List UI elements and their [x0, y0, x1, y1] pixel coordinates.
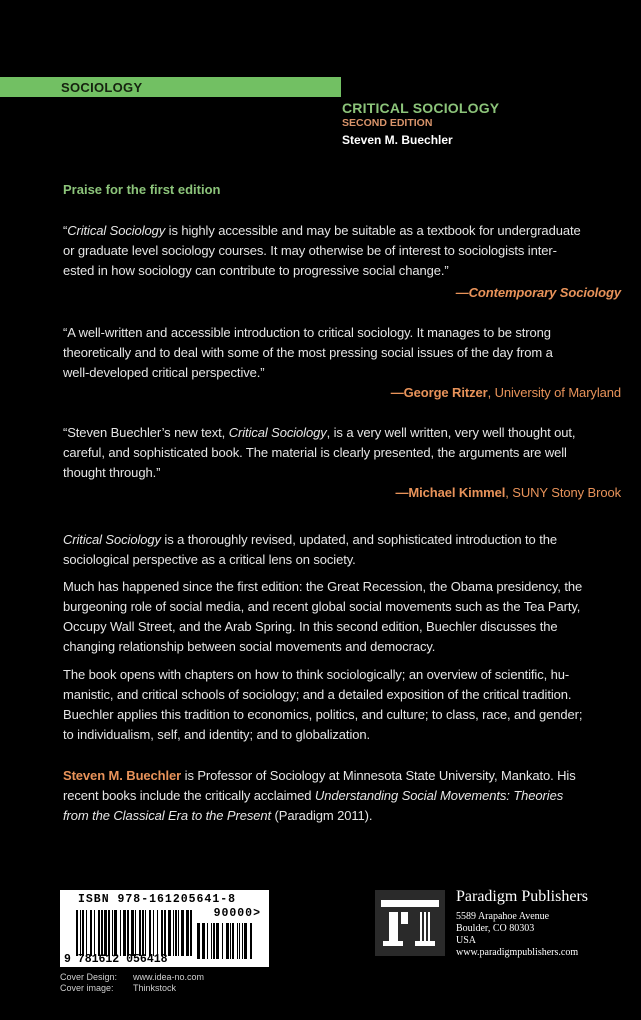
- text-segment: burgeoning role of social media, and recent global social movements such as the Tea Party,: [63, 599, 581, 614]
- barcode-bar: [213, 923, 215, 959]
- text-segment: manistic, and critical schools of sociology; and a detailed exposition of the critical tradition.: [63, 687, 572, 702]
- text-line: [63, 241, 621, 261]
- barcode-bar: [222, 923, 223, 959]
- barcode-bar: [237, 923, 238, 959]
- text-segment: ested in how sociology can contribute to progressive social change.”: [63, 263, 449, 278]
- barcode-bar: [120, 910, 121, 956]
- text-paragraph: [63, 766, 621, 826]
- text-line: [63, 483, 621, 503]
- text-segment: The book opens with chapters on how to think sociologically; an overview of scientific, hu-: [63, 667, 570, 682]
- isbn-text: ISBN 978-161205641-8: [78, 893, 237, 906]
- credit-label: Cover image:: [60, 983, 114, 993]
- barcode-bar: [186, 910, 189, 956]
- barcode-bar: [181, 910, 184, 956]
- barcode-bar: [242, 923, 243, 959]
- text-segment: (Paradigm 2011).: [271, 808, 373, 823]
- barcode-bar: [173, 910, 174, 956]
- text-line: [63, 383, 621, 403]
- barcode-bar: [230, 923, 231, 959]
- barcode-bar: [197, 923, 200, 959]
- text-segment: is a thoroughly revised, updated, and sophisticated introduction to the: [160, 532, 557, 547]
- text-line: [63, 363, 621, 383]
- barcode-bar: [250, 923, 252, 959]
- barcode-bar: [232, 923, 234, 959]
- barcode-bar: [131, 910, 134, 956]
- publisher-address-line: Boulder, CO 80303: [456, 923, 535, 934]
- barcode-bar: [112, 910, 113, 956]
- quote-attribution: [63, 483, 621, 503]
- text-segment: Buechler applies this tradition to economics, politics, and culture; to class, race, and gender;: [63, 707, 583, 722]
- text-segment: , is a very well written, very well thought out,: [326, 425, 576, 440]
- text-paragraph: [63, 577, 621, 657]
- text-segment: , University of Maryland: [487, 385, 621, 400]
- publisher-name: Paradigm Publishers: [456, 888, 588, 905]
- category-band: [0, 77, 341, 97]
- text-paragraph: [63, 665, 621, 745]
- barcode-bar: [108, 910, 110, 956]
- text-segment: from the Classical Era to the Present: [63, 808, 272, 823]
- text-line: [63, 550, 621, 570]
- text-segment: Critical Sociology: [67, 223, 166, 238]
- text-segment: Steven M. Buechler: [63, 768, 182, 783]
- text-segment: “: [63, 223, 68, 238]
- text-line: [63, 766, 621, 786]
- barcode-bar: [211, 923, 212, 959]
- barcode-bar: [86, 910, 87, 956]
- text-line: [63, 261, 621, 281]
- barcode-bar: [76, 910, 78, 956]
- text-line: [63, 323, 621, 343]
- publisher-address-line: 5589 Arapahoe Avenue: [456, 911, 550, 922]
- text-segment: Occupy Wall Street, and the Arab Spring. In this second edition, Buechler discusses the: [63, 619, 558, 634]
- text-line: [63, 685, 621, 705]
- text-segment: is highly accessible and may be suitable as a textbook for undergraduate: [165, 223, 581, 238]
- text-paragraph: [63, 530, 621, 570]
- text-line: [63, 343, 621, 363]
- credit-row: [60, 983, 176, 993]
- text-segment: “A well-written and accessible introduction to critical sociology. It manages to be strong: [63, 325, 551, 340]
- text-segment: Critical Sociology: [63, 532, 161, 547]
- text-segment: to individualism, self, and identity; and to globalization.: [63, 727, 371, 742]
- ean-digits: 9 781612 056418: [64, 953, 168, 966]
- category-label: SOCIOLOGY: [61, 80, 143, 95]
- barcode-bar: [226, 923, 229, 959]
- text-segment: recent books include the critically acclaimed: [63, 788, 315, 803]
- text-segment: sociological perspective as a critical lens on society.: [63, 552, 356, 567]
- publisher-website: www.paradigmpublishers.com: [456, 947, 579, 958]
- text-segment: Much has happened since the first edition: the Great Recession, the Obama presidency, the: [63, 579, 583, 594]
- text-segment: —George Ritzer: [390, 385, 488, 400]
- barcode-bar: [98, 910, 100, 956]
- barcode-bar: [139, 910, 141, 956]
- barcode-bar: [149, 910, 151, 956]
- barcode-bar: [157, 910, 158, 956]
- barcode-bar: [153, 910, 154, 956]
- text-line: [63, 637, 621, 657]
- text-paragraph: [63, 423, 621, 483]
- text-segment: well-developed critical perspective.”: [63, 365, 265, 380]
- text-segment: theoretically and to deal with some of the most pressing social issues of the day from a: [63, 345, 553, 360]
- barcode-bar: [104, 910, 107, 956]
- text-line: [63, 530, 621, 550]
- edition-label: SECOND EDITION: [342, 117, 433, 129]
- barcode-bar: [127, 910, 129, 956]
- publisher-address-line: USA: [456, 935, 477, 946]
- credit-value: Thinkstock: [133, 983, 177, 993]
- barcode-bar: [168, 910, 171, 956]
- text-segment: careful, and sophisticated book. The material is clearly presented, the arguments are well: [63, 445, 567, 460]
- quote-attribution: [63, 383, 621, 403]
- isbn-barcode: [60, 890, 269, 967]
- barcode-bar: [94, 910, 95, 956]
- barcode-bar: [114, 910, 117, 956]
- barcode-bar: [135, 910, 136, 956]
- barcode-bar: [82, 910, 84, 956]
- text-line: [63, 443, 621, 463]
- text-line: [63, 665, 621, 685]
- text-paragraph: [63, 221, 621, 281]
- barcode-bar: [207, 923, 208, 959]
- quote-attribution: [63, 283, 621, 303]
- barcode-addon-bars: [197, 923, 260, 963]
- barcode-bar: [178, 910, 179, 956]
- text-segment: changing relationship between social movements and democracy.: [63, 639, 436, 654]
- text-line: [63, 806, 621, 826]
- text-line: [63, 786, 621, 806]
- text-line: [63, 577, 621, 597]
- barcode-bar: [239, 923, 240, 959]
- barcode-bar: [145, 910, 146, 956]
- text-segment: , SUNY Stony Brook: [505, 485, 621, 500]
- barcode-bar: [90, 910, 92, 956]
- text-paragraph: [63, 323, 621, 383]
- barcode-bar: [175, 910, 177, 956]
- credit-value: www.idea-no.com: [133, 972, 205, 982]
- barcode-bar: [202, 923, 205, 959]
- text-line: [63, 597, 621, 617]
- text-line: [63, 423, 621, 443]
- text-segment: “Steven Buechler’s new text,: [63, 425, 229, 440]
- text-line: [63, 221, 621, 241]
- text-segment: —Michael Kimmel: [395, 485, 506, 500]
- barcode-bar: [80, 910, 81, 956]
- barcode-bar: [161, 910, 163, 956]
- barcode-bar: [244, 923, 247, 959]
- text-line: [63, 283, 621, 303]
- barcode-bar: [101, 910, 103, 956]
- barcode-bar: [164, 910, 166, 956]
- book-title: CRITICAL SOCIOLOGY: [342, 100, 500, 116]
- publisher-logo: [375, 890, 445, 956]
- text-segment: —Contemporary Sociology: [455, 285, 621, 300]
- credit-row: [60, 972, 204, 982]
- barcode-bar: [123, 910, 126, 956]
- text-line: [63, 705, 621, 725]
- text-segment: or graduate level sociology courses. It may otherwise be of interest to sociologists inter-: [63, 243, 557, 258]
- price-code: 90000>: [213, 907, 261, 920]
- text-line: [63, 617, 621, 637]
- barcode-bar: [216, 923, 219, 959]
- text-segment: thought through.”: [63, 465, 161, 480]
- praise-heading: Praise for the first edition: [63, 182, 221, 197]
- author-name: Steven M. Buechler: [342, 133, 453, 147]
- text-line: [63, 725, 621, 745]
- text-segment: Understanding Social Movements: Theories: [314, 788, 564, 803]
- credit-label: Cover Design:: [60, 972, 118, 982]
- text-line: [63, 463, 621, 483]
- text-segment: Critical Sociology: [228, 425, 327, 440]
- barcode-bar: [190, 910, 192, 956]
- barcode-bar: [142, 910, 144, 956]
- text-segment: is Professor of Sociology at Minnesota State University, Mankato. His: [181, 768, 576, 783]
